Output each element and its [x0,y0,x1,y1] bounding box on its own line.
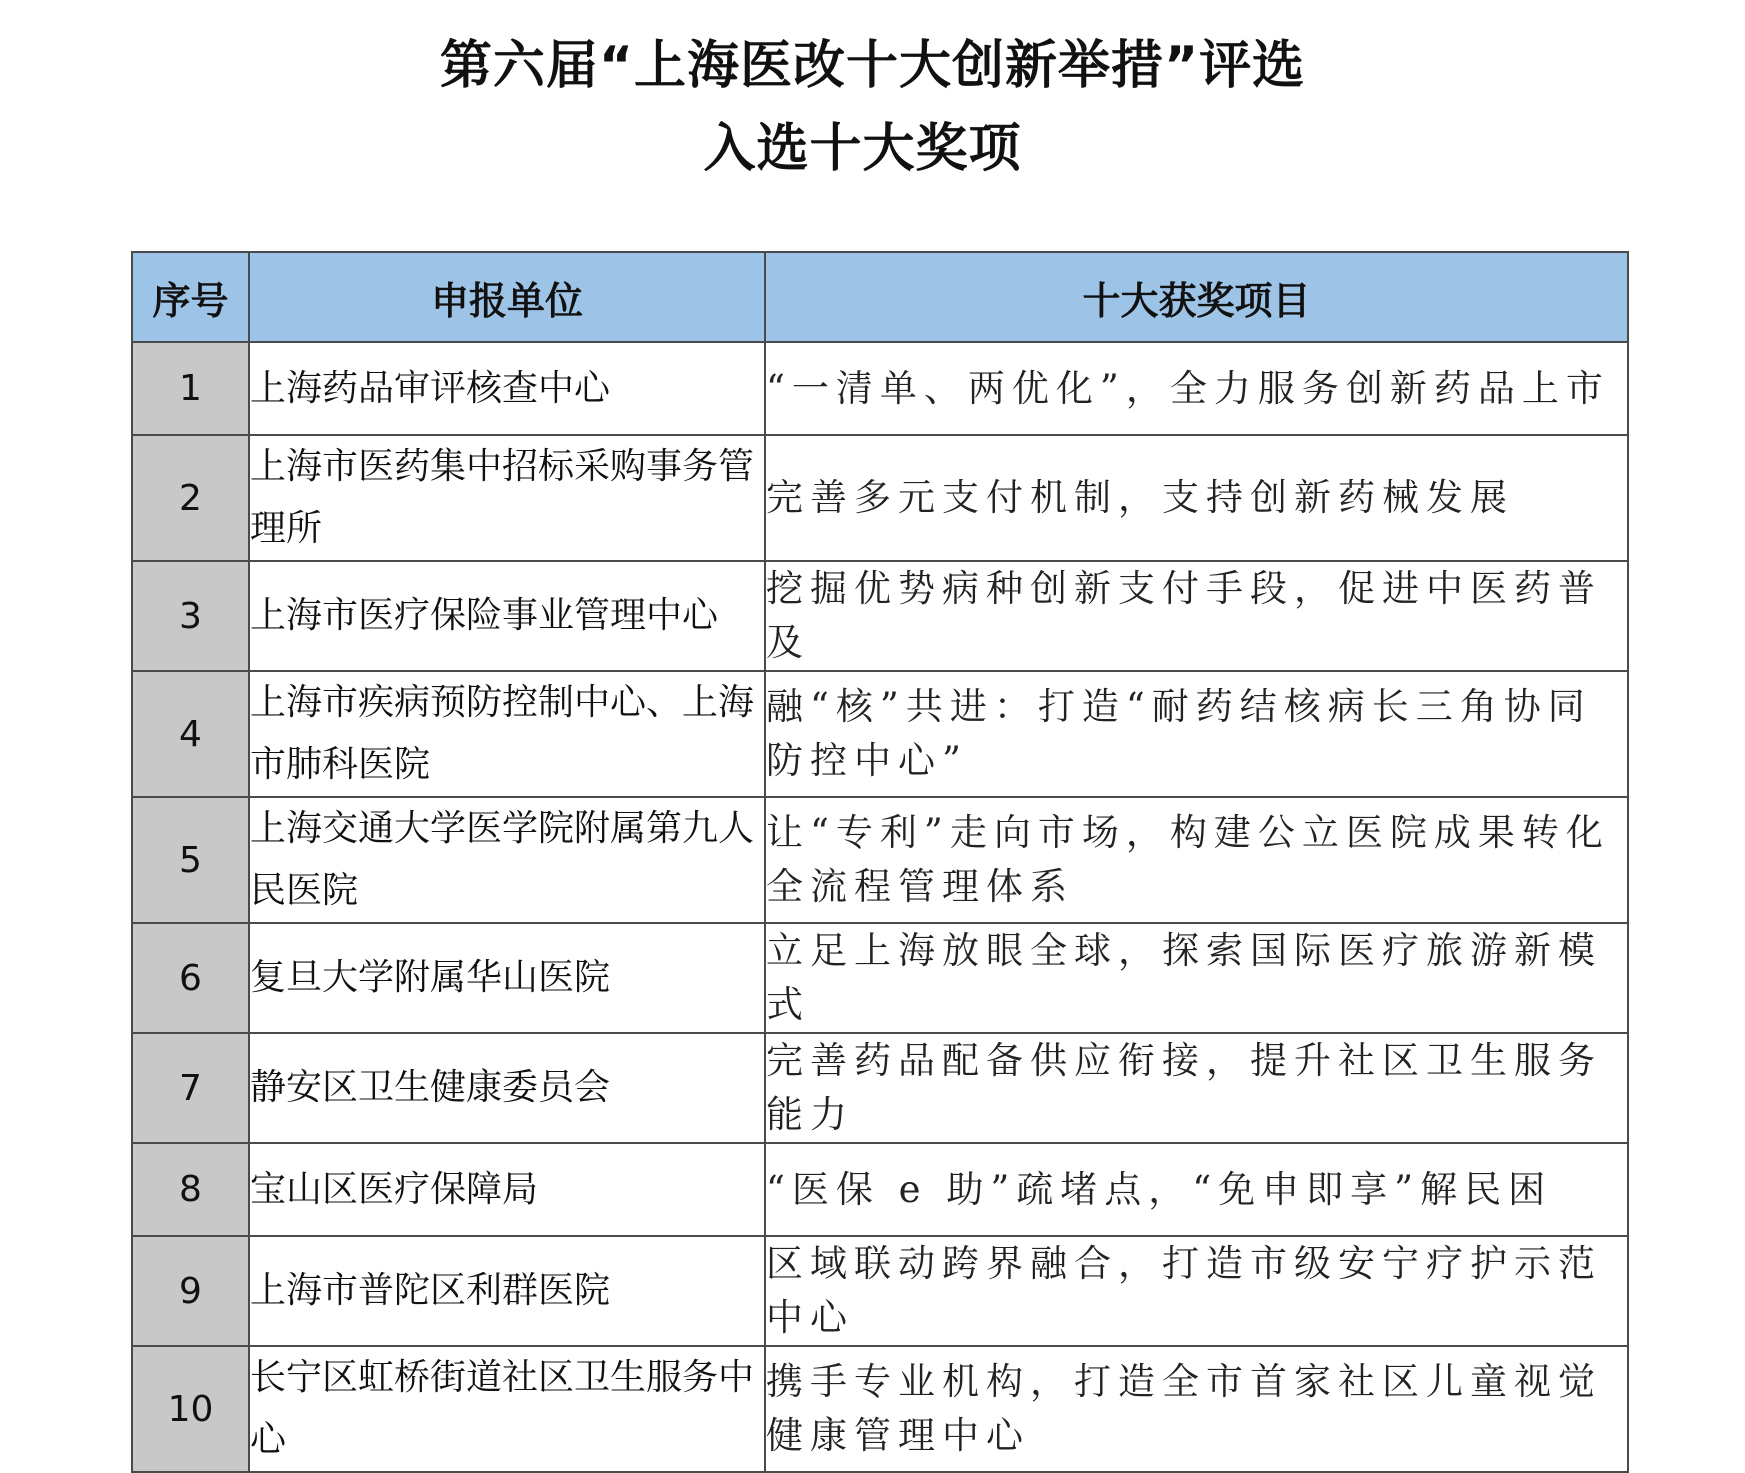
table-row [132,342,1628,435]
row-unit: 上海交通大学医学院附属第九人民医院 [249,797,765,923]
row-project: 融“核”共进：打造“耐药结核病长三角协同防控中心” [765,671,1628,797]
row-project: 完善药品配备供应衔接，提升社区卫生服务能力 [765,1033,1628,1143]
page-title: 第六届“上海医改十大创新举措”评选 [439,36,1306,96]
row-unit: 长宁区虹桥街道社区卫生服务中心 [249,1346,765,1472]
row-project: 携手专业机构，打造全市首家社区儿童视觉健康管理中心 [765,1346,1628,1472]
row-project: “一清单、两优化”，全力服务创新药品上市 [765,342,1628,435]
row-unit: 上海市疾病预防控制中心、上海市肺科医院 [249,671,765,797]
table-row [132,797,1628,923]
row-unit: 上海市医药集中招标采购事务管理所 [249,435,765,561]
row-unit: 上海市医疗保险事业管理中心 [249,561,765,671]
table-row [132,923,1628,1033]
row-project: 立足上海放眼全球，探索国际医疗旅游新模式 [765,923,1628,1033]
row-project: 完善多元支付机制，支持创新药械发展 [765,435,1628,561]
table-row [132,561,1628,671]
table-row [132,435,1628,561]
row-project: 让“专利”走向市场，构建公立医院成果转化全流程管理体系 [765,797,1628,923]
row-unit: 上海药品审评核查中心 [249,342,765,435]
table-row [132,1236,1628,1346]
row-index: 4 [132,671,249,797]
row-index: 2 [132,435,249,561]
row-index: 9 [132,1236,249,1346]
row-unit: 静安区卫生健康委员会 [249,1033,765,1143]
header-unit: 申报单位 [249,252,765,342]
row-index: 6 [132,923,249,1033]
page-subtitle: 入选十大奖项 [703,119,1022,179]
row-unit: 宝山区医疗保障局 [249,1143,765,1236]
row-unit: 复旦大学附属华山医院 [249,923,765,1033]
row-project: 区域联动跨界融合，打造市级安宁疗护示范中心 [765,1236,1628,1346]
row-index: 5 [132,797,249,923]
row-project: “医保 e 助”疏堵点，“免申即享”解民困 [765,1143,1628,1236]
table-header-row [132,252,1628,342]
table-row [132,671,1628,797]
row-index: 7 [132,1033,249,1143]
row-index: 1 [132,342,249,435]
header-index: 序号 [132,252,249,342]
row-index: 3 [132,561,249,671]
table-row [132,1346,1628,1472]
table-row [132,1143,1628,1236]
table-row [132,1033,1628,1143]
row-index: 10 [132,1346,249,1472]
row-index: 8 [132,1143,249,1236]
row-unit: 上海市普陀区利群医院 [249,1236,765,1346]
awards-table [131,251,1629,1473]
header-project: 十大获奖项目 [765,252,1628,342]
row-project: 挖掘优势病种创新支付手段，促进中医药普及 [765,561,1628,671]
